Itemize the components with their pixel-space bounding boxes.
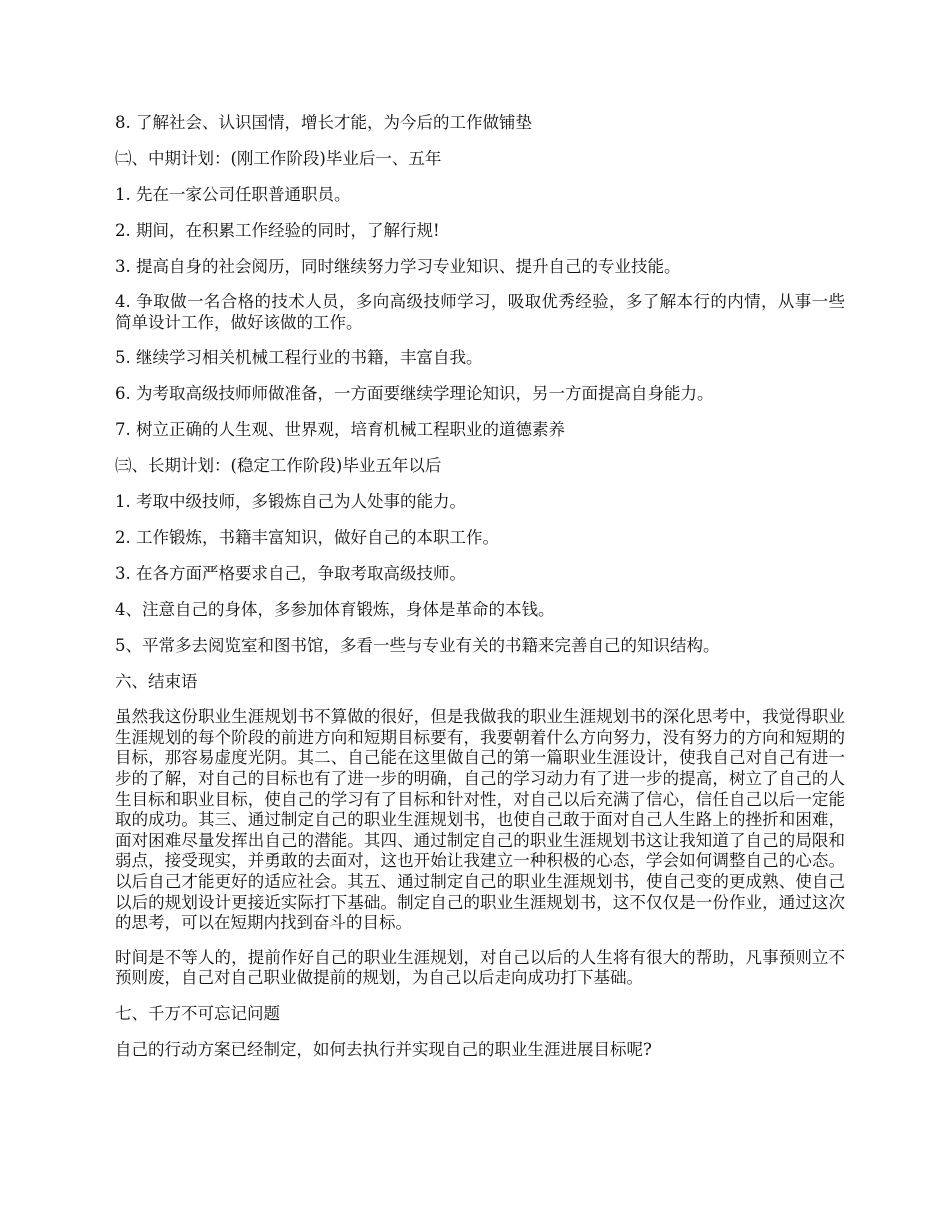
mid-term-item-4: 4. 争取做一名合格的技术人员，多向高级技师学习，吸取优秀经验，多了解本行的内情，从事一些简单设计工作，做好该做的工作。 xyxy=(115,292,845,332)
mid-term-item-1: 1. 先在一家公司任职普通职员。 xyxy=(115,185,351,204)
long-term-item-3: 3. 在各方面严格要求自己，争取考取高级技师。 xyxy=(115,564,466,584)
long-term-item-2: 2. 工作锻炼，书籍丰富知识，做好自己的本职工作。 xyxy=(115,528,499,548)
short-term-item-8: 8. 了解社会、认识国情，增长才能，为今后的工作做铺垫 xyxy=(115,113,532,132)
mid-term-item-2: 2. 期间，在积累工作经验的同时，了解行规! xyxy=(115,221,440,240)
conclusion-paragraph-2: 时间是不等人的，提前作好自己的职业生涯规划，对自己以后的人生将有很大的帮助，凡事预则立不预则废，自己对自己职业做提前的规划，为自己以后走向成功打下基础。 xyxy=(115,947,845,988)
mid-term-plan-heading: ㈡、中期计划：(刚工作阶段)毕业后一、五年 xyxy=(115,149,442,168)
mid-term-item-3: 3. 提高自身的社会阅历，同时继续努力学习专业知识、提升自己的专业技能。 xyxy=(115,257,681,276)
long-term-plan-heading: ㈢、长期计划：(稳定工作阶段)毕业五年以后 xyxy=(115,456,442,476)
section-7-heading: 七、千万不可忘记问题 xyxy=(115,1003,280,1023)
long-term-item-4: 4、注意自己的身体，多参加体育锻炼，身体是革命的本钱。 xyxy=(115,600,555,620)
conclusion-heading: 六、结束语 xyxy=(115,672,198,692)
mid-term-item-5: 5. 继续学习相关机械工程行业的书籍，丰富自我。 xyxy=(115,348,483,368)
mid-term-item-7: 7. 树立正确的人生观、世界观，培育机械工程职业的道德素养 xyxy=(115,420,565,440)
final-question-line: 自己的行动方案已经制定，如何去执行并实现自己的职业生涯进展目标呢? xyxy=(115,1039,652,1059)
long-term-item-1: 1. 考取中级技师，多锻炼自己为人处事的能力。 xyxy=(115,492,466,512)
conclusion-paragraph-1: 虽然我这份职业生涯规划书不算做的很好，但是我做我的职业生涯规划书的深化思考中，我觉得职业生涯规划的每个阶段的前进方向和短期目标要有，我要朝着什么方向努力，没有努力的方向和短期的目标，那容易虚度光阴。其二、自己能在这里做自己的第一篇职业生涯设计，使我自己对自己有进一步的了解，对自己的目标也有了进一步的明确，自己的学习动力有了进一步的提高，树立了自己的人生目标和职业目标，使自己的学习有了目标和针对性，对自己以后充满了信心，信任自己以后一定能取的成功。其三、通过制定自己的职业生涯规划书，也使自己敢于面对自己人生路上的挫折和困难，面对困难尽量发挥出自己的潜能。其四、通过制定自己的职业生涯规划书这让我知道了自己的局限和弱点，接受现实，并勇敢的去面对，这也开始让我建立一种积极的心态，学会如何调整自己的心态。以后自己才能更好的适应社会。其五、通过制定自己的职业生涯规划书，使自己变的更成熟、使自己以后的规划设计更接近实际打下基础。制定自己的职业生涯规划书，这不仅仅是一份作业，通过这次的思考，可以在短期内找到奋斗的目标。 xyxy=(115,707,845,933)
mid-term-item-6: 6. 为考取高级技师师做准备，一方面要继续学理论知识，另一方面提高自身能力。 xyxy=(115,384,714,404)
document-body xyxy=(115,112,845,1075)
long-term-item-5: 5、平常多去阅览室和图书馆，多看一些与专业有关的书籍来完善自己的知识结构。 xyxy=(115,636,720,656)
